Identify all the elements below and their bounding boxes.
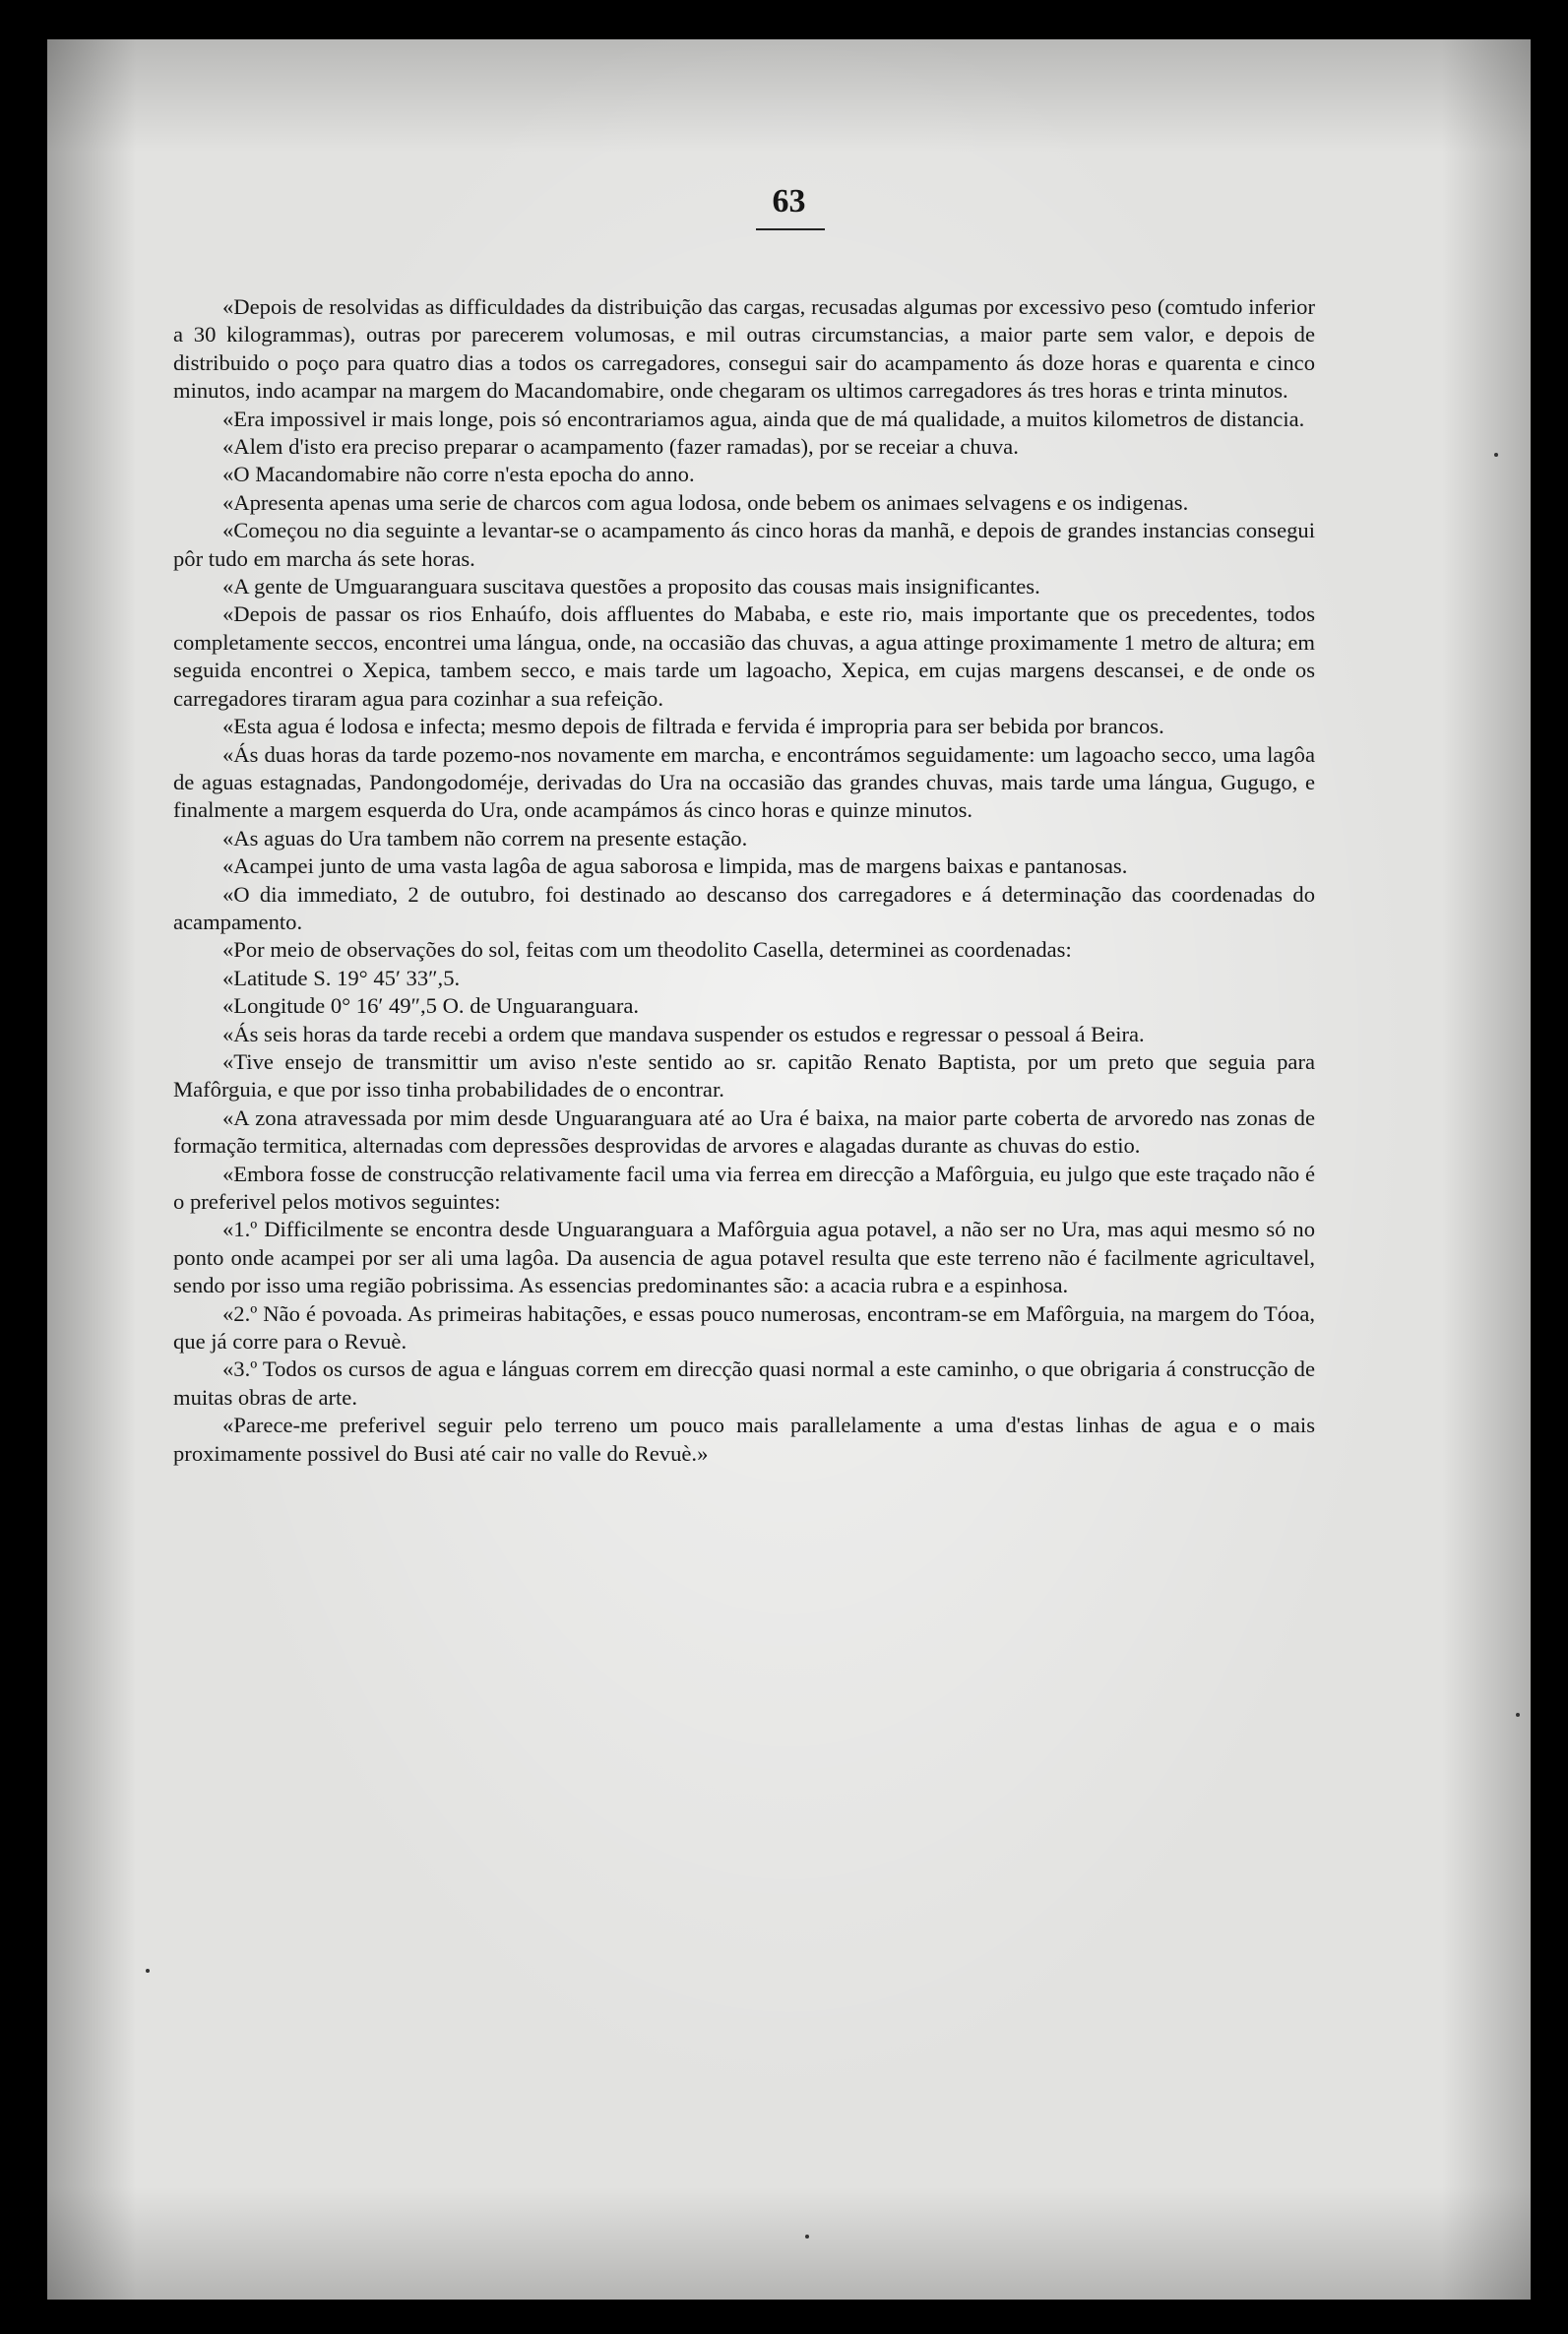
body-text bbox=[173, 293, 1315, 1468]
paragraph: «Longitude 0° 16′ 49″,5 O. de Unguaranguara. bbox=[222, 993, 640, 1019]
paragraph: «O dia immediato, 2 de outubro, foi destinado ao descanso dos carregadores e á determinação das coordenadas do acampamento. bbox=[173, 881, 1315, 934]
paragraph: «Começou no dia seguinte a levantar-se o acampamento ás cinco horas da manhã, e depois de grandes instancias consegui pôr tudo em marcha ás sete horas. bbox=[173, 518, 1315, 571]
document-page bbox=[47, 39, 1531, 2300]
paragraph: «1.º Difficilmente se encontra desde Unguaranguara a Mafôrguia agua potavel, a não ser no Ura, mas aqui mesmo só no ponto onde acampei por ser ali uma lagôa. Da ausencia de agua potavel resulta que este terreno não é facilmente agricultavel, sendo por isso uma região pobrissima. As essencias predominantes são: a acacia rubra e a espinhosa. bbox=[173, 1217, 1315, 1298]
scan-speck bbox=[805, 2235, 809, 2239]
paragraph: «Acampei junto de uma vasta lagôa de agua saborosa e limpida, mas de margens baixas e pantanosas. bbox=[222, 853, 1128, 879]
scan-speck bbox=[1516, 1713, 1520, 1717]
paragraph: «Embora fosse de construcção relativamente facil uma via ferrea em direcção a Mafôrguia, eu julgo que este traçado não é o preferivel pelos motivos seguintes: bbox=[173, 1161, 1315, 1214]
paragraph: «Parece-me preferivel seguir pelo terreno um pouco mais parallelamente a uma d'estas linhas de agua e o mais proximamente possivel do Busi até cair no valle do Revuè.» bbox=[173, 1413, 1315, 1466]
scan-speck bbox=[146, 1969, 150, 1973]
paragraph: «Esta agua é lodosa e infecta; mesmo depois de filtrada e fervida é impropria para ser bebida por brancos. bbox=[222, 714, 1164, 739]
paragraph: «Por meio de observações do sol, feitas com um theodolito Casella, determinei as coordenadas: bbox=[222, 937, 1072, 963]
paragraph: «Ás seis horas da tarde recebi a ordem que mandava suspender os estudos e regressar o pessoal á Beira. bbox=[222, 1021, 1145, 1046]
paragraph: «Alem d'isto era preciso preparar o acampamento (fazer ramadas), por se receiar a chuva. bbox=[222, 434, 1019, 460]
paragraph: «Tive ensejo de transmittir um aviso n'este sentido ao sr. capitão Renato Baptista, por um preto que seguia para Mafôrguia, e que por isso tinha probabilidades de o encontrar. bbox=[173, 1048, 1315, 1103]
paragraph: «O Macandomabire não corre n'esta epocha do anno. bbox=[222, 462, 695, 487]
page-number-rule bbox=[756, 228, 825, 230]
paragraph: «As aguas do Ura tambem não correm na presente estação. bbox=[222, 825, 748, 851]
page-number: 63 bbox=[772, 183, 806, 220]
paragraph: «Ás duas horas da tarde pozemo-nos novamente em marcha, e encontrámos seguidamente: um lagoacho secco, uma lagôa de aguas estagnadas, Pandongodoméje, derivadas do Ura na occasião das grandes chuvas, mais tarde uma lángua, Gugugo, e finalmente a margem esquerda do Ura, onde acampámos ás cinco horas e quinze minutos. bbox=[173, 741, 1315, 823]
paragraph: «Latitude S. 19° 45′ 33″,5. bbox=[222, 965, 461, 990]
paragraph: «A gente de Umguaranguara suscitava questões a proposito das cousas mais insignificantes. bbox=[222, 574, 1040, 599]
paragraph: «2.º Não é povoada. As primeiras habitações, e essas pouco numerosas, encontram-se em Mafôrguia, na margem do Tóoa, que já corre para o Revuè. bbox=[173, 1300, 1315, 1355]
paragraph: «3.º Todos os cursos de agua e lánguas correm em direcção quasi normal a este caminho, o que obrigaria á construcção de muitas obras de arte. bbox=[173, 1356, 1315, 1410]
paragraph: «Apresenta apenas uma serie de charcos com agua lodosa, onde bebem os animaes selvagens e os indigenas. bbox=[222, 489, 1189, 515]
paragraph: «A zona atravessada por mim desde Unguaranguara até ao Ura é baixa, na maior parte coberta de arvoredo nas zonas de formação termitica, alternadas com depressões desprovidas de arvores e alagadas durante as chuvas do estio. bbox=[173, 1104, 1315, 1159]
paragraph: «Era impossivel ir mais longe, pois só encontrariamos agua, ainda que de má qualidade, a muitos kilometros de distancia. bbox=[222, 406, 1305, 431]
scan-speck bbox=[1494, 453, 1498, 457]
paragraph: «Depois de resolvidas as difficuldades da distribuição das cargas, recusadas algumas por excessivo peso (comtudo inferior a 30 kilogrammas), outras por parecerem volumosas, e mil outras circumstancias, a maior parte sem valor, e depois de distribuido o poço para quatro dias a todos os carregadores, consegui sair do acampamento ás doze horas e quarenta e cinco minutos, indo acampar na margem do Macandomabire, onde chegaram os ultimos carregadores ás tres horas e trinta minutos. bbox=[173, 294, 1315, 404]
paragraph: «Depois de passar os rios Enhaúfo, dois affluentes do Mababa, e este rio, mais importante que os precedentes, todos completamente seccos, encontrei uma lángua, onde, na occasião das chuvas, a agua attinge proximamente 1 metro de altura; em seguida encontrei o Xepica, tambem secco, e mais tarde um lagoacho, Xepica, em cujas margens descansei, e de onde os carregadores tiraram agua para cozinhar a sua refeição. bbox=[173, 601, 1315, 711]
